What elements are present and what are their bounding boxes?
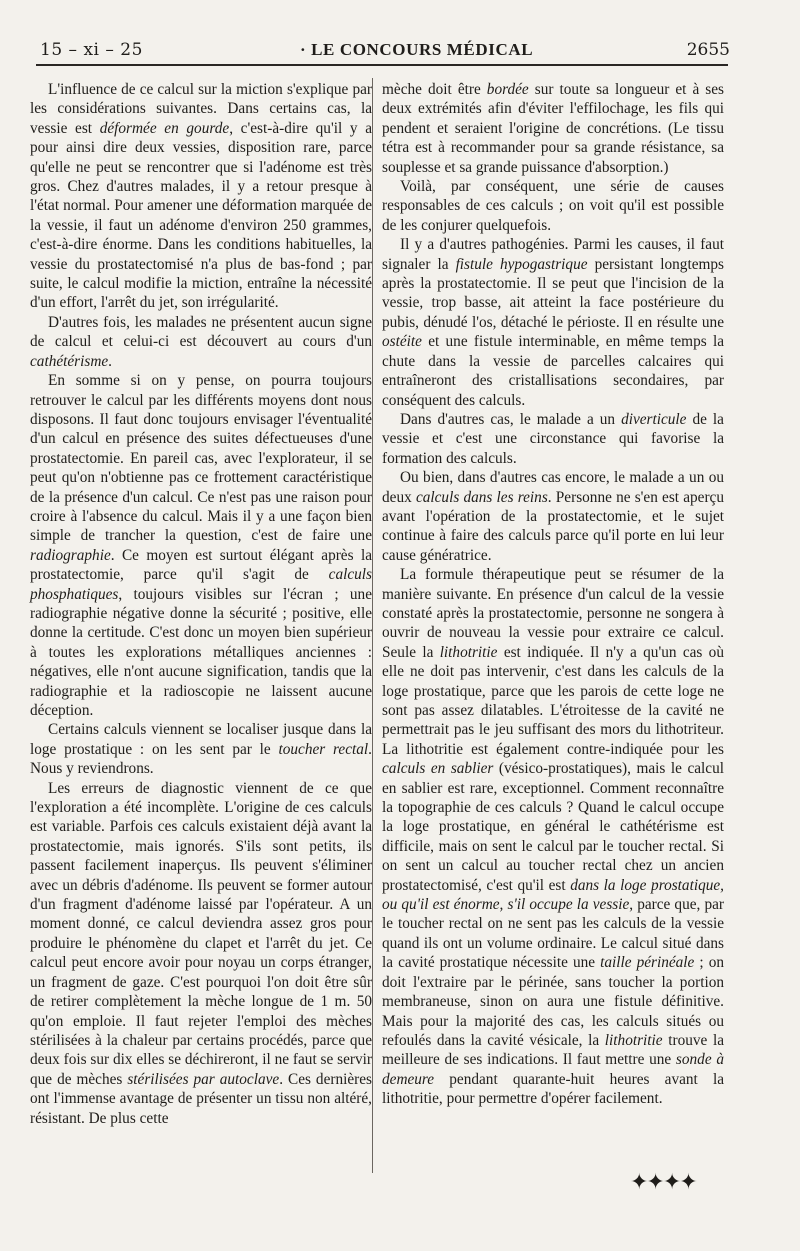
paragraph: L'influence de ce calcul sur la miction s'explique par les considérations suivantes. Dans certains cas, la vessie est déformée en gourde, c'est-à-dire qu'il y a pour ainsi dire deux vessies, disposition rare, parce qu'elle ne peut se rencontrer que si l'adénome est très gros. Chez d'autres malades, il y a retour presque à l'état normal. Pour amener une déformation marquée de la vessie, il faut un adénome d'environ 250 grammes, c'est-à-dire énorme. Dans les conditions habituelles, la vessie du prostatectomisé n'a plus de bas-fond ; par suite, le calcul modifie la miction, entraîne la nécessité d'un effort, l'arrêt du jet, son irrégularité. (30, 81, 372, 312)
paragraph: Ou bien, dans d'autres cas encore, le malade a un ou deux calculs dans les reins. Personne ne s'en est aperçu avant l'opération de la prostatectomie, et le sujet continue à faire des calculs parce qu'il porte en lui leur cause génératrice. (382, 469, 724, 564)
paragraph: Les erreurs de diagnostic viennent de ce que l'exploration a été incomplète. L'origine de ces calculs est variable. Parfois ces calculs existaient déjà avant la prostatectomie, mais ignorés. S'ils sont petits, ils passent facilement inaperçus. Ils peuvent s'éliminer avec un débris d'adénome. Ils peuvent se former autour d'un fragment d'adénome laissé par l'opérateur. A un moment donné, ce calcul deviendra assez gros pour produire le phénomène du clapet et l'arrêt du jet. Ce calcul peut encore avoir pour noyau un corps étranger, un fragment de gaze. C'est pourquoi l'on doit être sûr de retirer complètement la mèche longue de 1 m. 50 qu'on emploie. Il faut rejeter l'emploi des mèches stérilisées à la chaleur par certains procédés, parce que deux fois sur dix elles se déchireront, il ne faut se servir que de mèches stérilisées par autoclave. Ces dernières ont l'immense avantage de présenter un tissu non altéré, résistant. De plus cette (30, 779, 372, 1127)
end-ornament-icon: ✦✦✦✦ (630, 1170, 696, 1195)
page-number: 2655 (686, 40, 730, 60)
paragraph: Il y a d'autres pathogénies. Parmi les causes, il faut signaler la fistule hypogastrique persistant longtemps après la prostatectomie. Il se peut que l'incision de la vessie, trop basse, ait atteint la face postérieure du pubis, dénudé l'os, détaché le périoste. Il en résulte une ostéite et une fistule interminable, en même temps la chute dans la vessie de parcelles calcaires qui entraîneront des cristallisations secondaires, par conséquent des calculs. (382, 236, 724, 409)
paragraph: En somme si on y pense, on pourra toujours retrouver le calcul par les différents moyens dont nous disposons. Il faut donc toujours envisager l'éventualité d'un calcul en présence des suites défectueuses d'une prostatectomie. En pareil cas, avec l'explorateur, il se peut qu'on n'obtienne pas ce frottement caractéristique de la présence d'un calcul. Ce n'est pas une raison pour croire à l'absence du calcul. Mais il y a une façon bien simple de trancher la question, c'est de faire une radiographie. Ce moyen est surtout élégant après la prostatectomie, parce qu'il s'agit de calculs phosphatiques, toujours visibles sur l'écran ; une radiographie négative donne la sécurité ; positive, elle donne la certitude. C'est donc un moyen bien supérieur à toutes les explorations métalliques anciennes : négatives, elle n'ont aucune signification, tandis que la radiographie et la radioscopie ne laissent aucune déception. (30, 372, 372, 719)
column-divider (372, 78, 373, 1173)
journal-title: · LE CONCOURS MÉDICAL (300, 40, 534, 59)
paragraph: D'autres fois, les malades ne présentent aucun signe de calcul et celui-ci est découvert au cours d'un cathétérisme. (30, 313, 372, 370)
paragraph: Voilà, par conséquent, une série de causes responsables de ces calculs ; on voit qu'il est possible de les conjurer quelquefois. (382, 178, 724, 234)
paragraph: La formule thérapeutique peut se résumer de la manière suivante. En présence d'un calcul de la vessie constaté après la prostatectomie, personne ne songera à ouvrir de nouveau la vessie pour extraire ce calcul. Seule la lithotritie est indiquée. Il n'y a qu'un cas où elle ne doit pas intervenir, c'est dans les calculs de la loge prostatique, parce que les parois de cette loge ne sont pas assez dilatables. L'étroitesse de la cavité ne permettrait pas le jeu suffisant des mors du lithotriteur. La lithotritie est également contre-indiquée pour les calculs en sablier (vésico-prostatiques), mais le calcul en sablier est rare, exceptionnel. Comment reconnaître la topographie de ces calculs ? Quand le calcul occupe la loge prostatique, en général le cathétérisme est difficile, mais on sent le calcul par le toucher rectal. Si on sent un calcul au toucher rectal chez un ancien prostatectomisé, c'est qu'il est dans la loge prostatique, ou qu'il est énorme, s'il occupe la vessie, parce que, par le toucher rectal on ne sent pas les calculs de la vessie quand ils ont un volume ordinaire. Le calcul situé dans la cavité prostatique nécessite une taille périnéale ; on doit l'extraire par le périnée, sans toucher la portion membraneuse, sinon on aura une fistule définitive. Mais pour la majorité des cas, les calculs situés ou refoulés dans la cavité vésicale, la lithotritie trouve la meilleure de ses indications. Il faut mettre une sonde à demeure pendant quarante-huit heures avant la lithotritie, pour permettre d'opérer facilement. (382, 566, 725, 1108)
page-header (30, 36, 730, 64)
paragraph: Certains calculs viennent se localiser jusque dans la loge prostatique : on les sent par le toucher rectal. Nous y reviendrons. (30, 721, 372, 778)
paragraph: Dans d'autres cas, le malade a un diverticule de la vessie et c'est une circonstance qui favorise la formation des calculs. (382, 410, 724, 467)
paragraph: mèche doit être bordée sur toute sa longueur et à ses deux extrémités afin d'éviter l'effilochage, les fils qui pendent et seraient l'origine de concrétions. (Le tissu tétra est à recommander pour sa grande résistance, sa souplesse et sa grande puissance d'absorption.) (382, 81, 724, 176)
left-column (30, 80, 372, 1128)
header-date: 15 – xi – 25 (40, 40, 143, 60)
right-column (382, 80, 724, 1109)
header-rule (36, 64, 728, 66)
